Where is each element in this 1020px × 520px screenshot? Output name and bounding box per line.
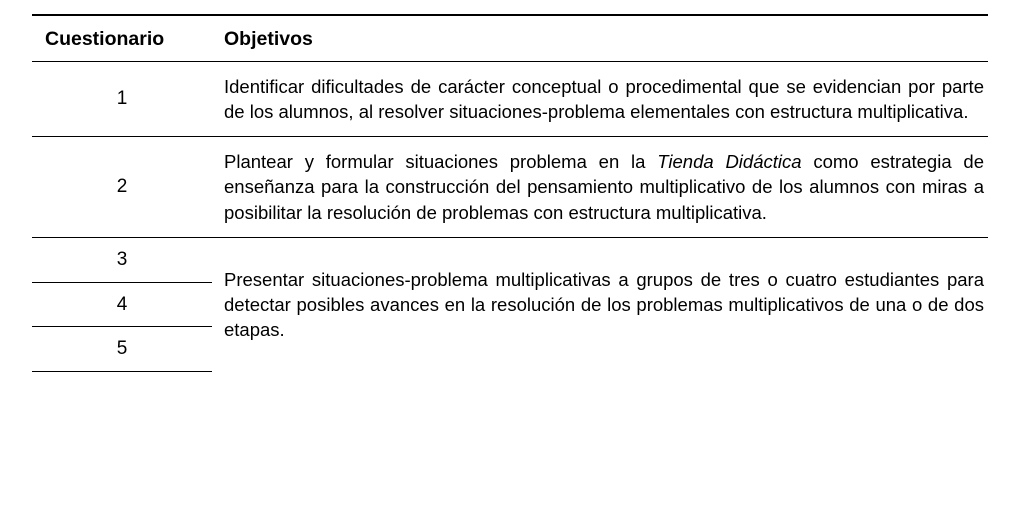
- table-row: [32, 137, 988, 237]
- header-row: [32, 15, 988, 62]
- row-objective-2: [212, 137, 988, 237]
- objective-text-2a: Plantear y formular situaciones problema en la: [224, 151, 658, 173]
- column-header-cuestionario: Cuestionario: [32, 15, 212, 62]
- row-objective-group-345: [212, 237, 988, 371]
- objectives-table: [32, 14, 988, 372]
- objective-text-2-emphasis: Tienda Didáctica: [657, 151, 802, 173]
- row-number-2: 2: [32, 137, 212, 237]
- table-body: [32, 62, 988, 372]
- column-header-objetivos: Objetivos: [212, 15, 988, 62]
- table-row: [32, 237, 988, 282]
- row-number-4: 4: [32, 282, 212, 327]
- objective-text-2b: como estrategia de enseñanza para la construcción del pensamiento multiplicativo de los alumnos con miras a posibilitar la resolución de problemas con estructura multiplicativa.: [224, 151, 985, 223]
- row-number-3: 3: [32, 237, 212, 282]
- document-page: [0, 14, 1020, 520]
- row-objective-1: [212, 62, 988, 137]
- table-header: [32, 15, 988, 62]
- objective-text-group: Presentar situaciones-problema multiplicativas a grupos de tres o cuatro estudiantes para detectar posibles avances en la resolución de los problemas multiplicativos de una o de dos etapas.: [224, 269, 984, 341]
- row-number-1: 1: [32, 62, 212, 137]
- objective-text-1: Identificar dificultades de carácter conceptual o procedimental que se evidencian por parte de los alumnos, al resolver situaciones-problema elementales con estructura multiplicativa.: [224, 76, 984, 123]
- table-row: [32, 62, 988, 137]
- row-number-5: 5: [32, 327, 212, 372]
